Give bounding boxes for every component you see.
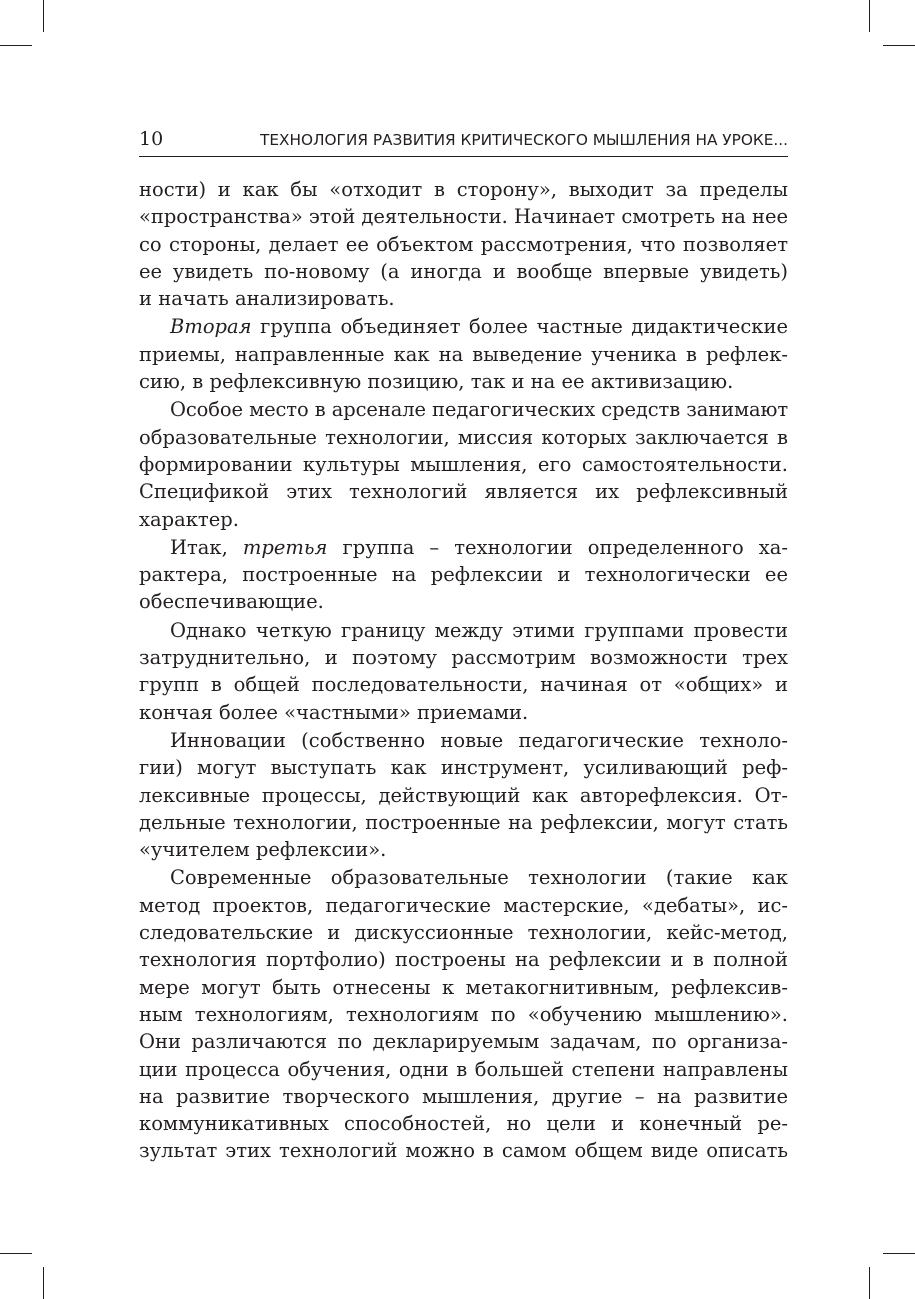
- text-line: образовательные технологии, миссия которых заключается в: [139, 425, 788, 449]
- text-line: ности) и как бы «отходит в сторону», выходит за пределы: [139, 178, 788, 201]
- text-line: лексивные процессы, действующий как авторефлексия. От-: [139, 783, 788, 807]
- text-line: сию, в рефлексивную позицию, так и на ее активизацию.: [139, 370, 734, 394]
- text-line: рактера, построенные на рефлексии и технологически ее: [139, 563, 788, 587]
- text-line: ции процесса обучения, одни в большей степени направлены: [139, 1057, 788, 1081]
- text-line: групп в общей последовательности, начиная от «общих» и: [139, 673, 788, 697]
- text-line: характер.: [139, 507, 239, 531]
- text-line: Итак, третья группа – технологии определенного ха-: [170, 535, 788, 559]
- crop-mark: [0, 1253, 32, 1254]
- text-line: мере могут быть отнесены к метакогнитивным, рефлексив-: [139, 975, 788, 999]
- text-line: коммуникативных способностей, но цели и конечный ре-: [139, 1112, 788, 1136]
- page-number: 10: [139, 128, 164, 150]
- text-line: обеспечивающие.: [139, 590, 324, 614]
- text-line: со стороны, делает ее объектом рассмотрения, что позволяет: [139, 232, 788, 256]
- text-line: ным технологиям, технологиям по «обучению мышлению».: [139, 1002, 788, 1026]
- crop-mark: [0, 45, 32, 46]
- text-line: Они различаются по декларируемым задачам, по организа-: [139, 1030, 788, 1054]
- italic-word: третья: [242, 535, 328, 559]
- text-line: «учителем рефлексии».: [139, 838, 387, 862]
- text-line: на развитие творческого мышления, другие – на развитие: [139, 1084, 788, 1108]
- text-line: кончая более «частными» приемами.: [139, 700, 529, 724]
- text-line: Инновации (собственно новые педагогические техноло-: [170, 728, 788, 752]
- body-text: [139, 176, 788, 1165]
- crop-mark: [43, 1267, 44, 1299]
- running-header: [139, 124, 788, 157]
- text-line: Однако четкую границу между этими группами провести: [170, 618, 788, 642]
- text-line: ее увидеть по-новому (а иногда и вообще впервые увидеть): [139, 259, 788, 283]
- text-line: «пространства» этой деятельности. Начинает смотреть на нее: [139, 205, 788, 229]
- text-line: технология портфолио) построены на рефлексии и в полной: [139, 948, 788, 972]
- text-line: метод проектов, педагогические мастерские, «дебаты», ис-: [139, 893, 788, 917]
- crop-mark: [43, 0, 44, 32]
- italic-word: Вторая: [170, 315, 252, 339]
- text-line: следовательские и дискуссионные технологии, кейс-метод,: [139, 921, 788, 945]
- crop-mark: [883, 1253, 915, 1254]
- text-line: Вторая группа объединяет более частные дидактические: [170, 315, 788, 339]
- text-line: Спецификой этих технологий является их рефлексивный: [139, 480, 788, 504]
- crop-mark: [869, 0, 870, 32]
- crop-mark: [869, 1267, 870, 1299]
- text-line: Современные образовательные технологии (такие как: [170, 866, 788, 890]
- text-line: и начать анализировать.: [139, 287, 395, 311]
- text-line: гии) могут выступать как инструмент, усиливающий реф-: [139, 756, 788, 780]
- text-line: приемы, направленные как на выведение ученика в рефлек-: [139, 342, 788, 366]
- text-line: затруднительно, и поэтому рассмотрим возможности трех: [139, 646, 788, 670]
- text-line: Особое место в арсенале педагогических средств занимают: [170, 398, 788, 422]
- text-line: зультат этих технологий можно в самом общем виде описать: [139, 1139, 788, 1163]
- crop-mark: [883, 45, 915, 46]
- running-title: ТЕХНОЛОГИЯ РАЗВИТИЯ КРИТИЧЕСКОГО МЫШЛЕНИЯ НА УРОКЕ...: [259, 131, 788, 149]
- text-line: формировании культуры мышления, его самостоятельности.: [139, 452, 788, 476]
- text-line: дельные технологии, построенные на рефлексии, могут стать: [139, 810, 788, 834]
